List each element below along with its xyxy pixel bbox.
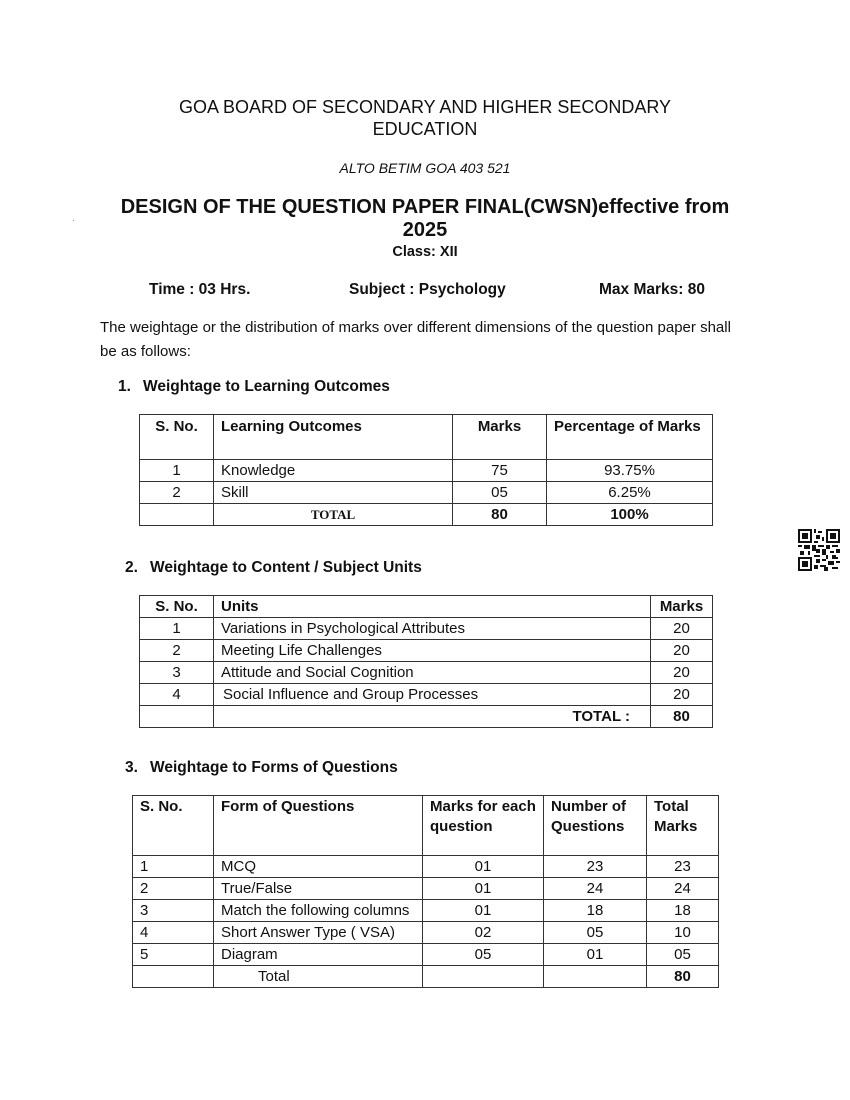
section1-title: Weightage to Learning Outcomes [143, 378, 390, 395]
cell-sno: 1 [140, 618, 214, 640]
cell-empty [140, 504, 214, 526]
class-label: Class: XII [392, 244, 458, 260]
cell-outcome: Knowledge [214, 460, 453, 482]
cell-marks: 20 [651, 640, 713, 662]
cell-count: 05 [544, 922, 647, 944]
cell-marks-each: 01 [423, 878, 544, 900]
table-row [133, 900, 719, 922]
cell-unit: Social Influence and Group Processes [214, 684, 651, 706]
table-total-row [140, 504, 713, 526]
table-total-row [140, 706, 713, 728]
cell-empty [140, 706, 214, 728]
table-row [140, 662, 713, 684]
subject-units-table [139, 595, 713, 728]
section3-heading [125, 759, 398, 777]
cell-marks: 20 [651, 662, 713, 684]
intro-paragraph: The weightage or the distribution of marks over different dimensions of the question paper shall be as follows: [100, 319, 731, 360]
board-name [0, 96, 850, 140]
column-header: Percentage of Marks [547, 415, 713, 460]
cell-marks: 75 [453, 460, 547, 482]
cell-unit: Variations in Psychological Attributes [214, 618, 651, 640]
column-header: Total Marks [647, 796, 719, 856]
table-row [140, 482, 713, 504]
cell-marks-each: 01 [423, 856, 544, 878]
cell-sno: 1 [133, 856, 214, 878]
qr-code-icon [798, 529, 840, 571]
column-header: Learning Outcomes [214, 415, 453, 460]
cell-total: 24 [647, 878, 719, 900]
section3-number: 3. [125, 759, 138, 776]
page-title-line1: DESIGN OF THE QUESTION PAPER FINAL(CWSN)effective from [120, 196, 730, 218]
cell-sno: 4 [133, 922, 214, 944]
table-header-row [140, 415, 713, 460]
time-label: Time : 03 Hrs. [149, 281, 251, 298]
cell-outcome: Skill [214, 482, 453, 504]
cell-total: 23 [647, 856, 719, 878]
cell-percent: 93.75% [547, 460, 713, 482]
cell-total-label: TOTAL : [214, 706, 651, 728]
cell-marks: 20 [651, 684, 713, 706]
cell-sno: 5 [133, 944, 214, 966]
cell-form: True/False [214, 878, 423, 900]
section3-title: Weightage to Forms of Questions [150, 759, 398, 776]
cell-form: Diagram [214, 944, 423, 966]
cell-marks: 20 [651, 618, 713, 640]
cell-unit: Meeting Life Challenges [214, 640, 651, 662]
page-title [0, 196, 850, 242]
cell-count: 24 [544, 878, 647, 900]
table-row [140, 684, 713, 706]
cell-total: 05 [647, 944, 719, 966]
section2-number: 2. [125, 559, 138, 576]
table-row [140, 640, 713, 662]
column-header: S. No. [140, 415, 214, 460]
cell-percent: 6.25% [547, 482, 713, 504]
stray-mark: · [72, 216, 75, 225]
forms-of-questions-table [132, 795, 719, 988]
cell-sno: 4 [140, 684, 214, 706]
section1-number: 1. [118, 378, 131, 395]
cell-sno: 2 [140, 482, 214, 504]
page-title-line2: 2025 [402, 219, 448, 241]
section1-heading [118, 378, 390, 396]
column-header: Units [214, 596, 651, 618]
cell-empty [544, 966, 647, 988]
cell-sno: 3 [140, 662, 214, 684]
cell-empty [133, 966, 214, 988]
table-header-row [140, 596, 713, 618]
max-marks-label: Max Marks: 80 [599, 281, 705, 298]
cell-count: 18 [544, 900, 647, 922]
cell-form: MCQ [214, 856, 423, 878]
cell-total-label: TOTAL [214, 504, 453, 526]
table-header-row [133, 796, 719, 856]
cell-marks: 05 [453, 482, 547, 504]
table-row [140, 618, 713, 640]
cell-sno: 3 [133, 900, 214, 922]
cell-count: 01 [544, 944, 647, 966]
board-name-line2: EDUCATION [372, 119, 478, 139]
cell-marks-each: 05 [423, 944, 544, 966]
table-row [133, 878, 719, 900]
cell-total-marks: 80 [453, 504, 547, 526]
cell-sno: 2 [133, 878, 214, 900]
cell-total: 18 [647, 900, 719, 922]
column-header: Marks for each question [423, 796, 544, 856]
cell-form: Short Answer Type ( VSA) [214, 922, 423, 944]
column-header: Marks [453, 415, 547, 460]
cell-sno: 1 [140, 460, 214, 482]
column-header: Form of Questions [214, 796, 423, 856]
cell-count: 23 [544, 856, 647, 878]
cell-empty [423, 966, 544, 988]
cell-unit: Attitude and Social Cognition [214, 662, 651, 684]
cell-marks-each: 02 [423, 922, 544, 944]
cell-total-marks: 80 [647, 966, 719, 988]
table-row [133, 922, 719, 944]
column-header: Marks [651, 596, 713, 618]
column-header: S. No. [140, 596, 214, 618]
cell-total-marks: 80 [651, 706, 713, 728]
column-header: S. No. [133, 796, 214, 856]
table-row [133, 856, 719, 878]
board-address: ALTO BETIM GOA 403 521 [339, 160, 511, 176]
table-row [133, 944, 719, 966]
cell-form: Match the following columns [214, 900, 423, 922]
section2-heading [125, 559, 422, 577]
learning-outcomes-table [139, 414, 713, 526]
cell-marks-each: 01 [423, 900, 544, 922]
cell-total: 10 [647, 922, 719, 944]
table-total-row [133, 966, 719, 988]
board-name-line1: GOA BOARD OF SECONDARY AND HIGHER SECONDARY [178, 97, 672, 117]
column-header: Number of Questions [544, 796, 647, 856]
section2-title: Weightage to Content / Subject Units [150, 559, 422, 576]
cell-total-label: Total [214, 966, 423, 988]
table-row [140, 460, 713, 482]
cell-total-percent: 100% [547, 504, 713, 526]
cell-sno: 2 [140, 640, 214, 662]
subject-label: Subject : Psychology [349, 281, 506, 298]
